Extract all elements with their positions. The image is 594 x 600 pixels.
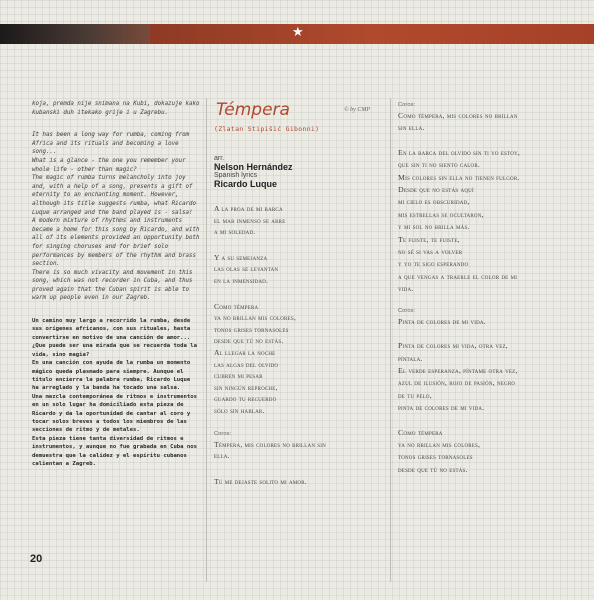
lyrics-column-2 — [398, 98, 574, 488]
lyric-line: Mis colores sin ella no tienen fulgor. — [398, 172, 520, 182]
croatian-intro-text: kojа, premda nije snimana na Kubi, dokazuje kako kubanski duh itekako grije i u Zagrebu. — [32, 101, 200, 116]
lyric-line: Al llegar la noche — [214, 347, 276, 357]
lyrics-verse — [398, 147, 574, 296]
lyrics-verse — [214, 203, 386, 238]
banner-dark-segment — [0, 24, 150, 44]
song-credits — [214, 155, 386, 189]
arranger-name: Nelson Hernández — [214, 162, 293, 172]
lyric-line: y mi sol no brilla más. — [398, 222, 470, 232]
english-paragraph: There is so much vivacity and movement in this song, which was not recorder in Cuba, and thus proved again that the Cuban spirit is able to warm up people even in our Zagreb. — [32, 269, 193, 302]
english-paragraph: What is a glance - the one you remember your whole life - other than magic? — [32, 157, 186, 173]
lyric-line: Como témpera — [398, 427, 443, 437]
lyric-line: vida. — [398, 284, 414, 294]
lyric-line: Tú me dejaste solito mi amor. — [214, 476, 307, 486]
coros-label: Coros: — [398, 102, 416, 108]
lyric-line: sin ella. — [398, 123, 425, 133]
lyric-line: En la barca del olvido sin ti yo estoy, — [398, 147, 521, 157]
copyright-note: © by CMP — [344, 107, 370, 113]
lyric-line: azul de ilusión, rojo de pasión, negro — [398, 378, 516, 388]
lyric-line: las algas del olvido — [214, 359, 279, 369]
column-divider — [206, 98, 207, 582]
lyric-line: Témpera, mis colores no brillan sin — [214, 439, 326, 449]
lyric-line: tonos grises tornasoles — [214, 324, 289, 334]
lyric-line: ella. — [214, 451, 230, 461]
lyric-line: Pinta de colores de mi vida. — [398, 316, 486, 326]
banner-red-segment — [150, 24, 594, 44]
spanish-paragraph: Esta pieza tiene tanta diversidad de ritmos e instrumentos, y aunque no fue grabada en Cuba nos demuestra que la calidez y el espíritu cubanos calientan a Zagreb. — [32, 435, 198, 467]
lyrics-verse — [398, 427, 574, 477]
arr-label: arr. — [214, 155, 225, 162]
lyric-line: cubren mi pesar — [214, 371, 263, 381]
lyric-line: guardo tu recuerdo — [214, 394, 277, 404]
lyric-line: El verde esperanza, píntame otra vez, — [398, 365, 518, 375]
lyric-line: no sé si vas a volver — [398, 247, 463, 257]
chorus-verse — [398, 316, 574, 328]
liner-notes-column — [32, 100, 200, 468]
lyrics-verse — [398, 340, 574, 414]
lyric-line: a mi soledad. — [214, 227, 256, 237]
lyricist-name: Ricardo Luque — [214, 179, 278, 189]
english-notes — [32, 131, 200, 303]
lyric-line: Como témpera — [214, 301, 259, 311]
lyric-line: sin ningún reproche, — [214, 382, 278, 392]
lyric-line: que sin ti no siento calor. — [398, 160, 481, 170]
lyric-line: pinta de colores de mi vida. — [398, 403, 485, 413]
lyric-line: en la inmensidad. — [214, 275, 269, 285]
lyric-line: A la proa de mi barca — [214, 204, 283, 213]
lyrics-column-1 — [214, 100, 386, 501]
song-header — [214, 100, 386, 122]
song-title: Témpera — [216, 100, 290, 120]
english-paragraph: It has been a long way for rumba, coming from Africa and its rituals and becoming a love song... — [32, 132, 190, 156]
spanish-notes — [32, 317, 200, 468]
lyric-line: Te fuiste, te fuiste, — [398, 234, 460, 244]
chorus-verse — [214, 439, 386, 462]
lyric-line: de tu pelo, — [398, 390, 432, 400]
spanish-paragraph: En una canción con ayuda de la rumba un momento mágico queda plasmado para siempre. Aunque el título encierra la palabra rumba, Ricardo Luque ha arreglado y la banda ha tocado una salsa. — [32, 360, 191, 392]
lyric-line: ya no brillan mis colores, — [398, 439, 481, 449]
lyrics-verse — [214, 476, 386, 488]
spanish-paragraph: Una mezcla contemporánea de ritmos e instrumentos en un solo lugar ha domiciliado esta pieza de Ricardo y da la oportunidad de cantar al coro y tocar solos breves a todos los miembros de las secciones de ritmo y de metales. — [32, 393, 198, 434]
lyric-line: píntala. — [398, 353, 423, 363]
spanish-paragraph: ¿Que puede ser una mirada que se recuerda toda la vida, sino magia? — [32, 343, 198, 358]
coros-label: Coros: — [214, 430, 232, 437]
chorus-verse — [398, 110, 574, 135]
lyric-line: Pinta de colores mi vida, otra vez, — [398, 341, 508, 351]
lyric-line: a que vengas a traerle el color de mi — [398, 271, 518, 281]
lyric-line: desde que tú no estás. — [398, 464, 468, 474]
english-paragraph: A modern mixture of rhythms and instruments became a home for this song by Ricardo, and with all of its elements provided an opportunity both for singing choruses and for brief solo performances by members of the rhythm and brass section. — [32, 218, 200, 268]
lyric-line: y yo te sigo esperando — [398, 259, 469, 269]
lyric-line: mi cielo es obscuridad, — [398, 197, 470, 207]
lyric-line: las olas se levantan — [214, 264, 279, 274]
lyrics-verse — [214, 301, 386, 417]
english-paragraph: The magic of rumba turns melancholy into joy and, with a help of a song, presents a gift of eternity to an enchanting moment. However, although its title suggests rumba, what Ricardo Luque arranged and the band played is - salsa! — [32, 175, 197, 216]
lyrics-verse — [214, 252, 386, 287]
lyric-line: tonos grises tornasoles — [398, 452, 473, 462]
lyric-line: mis estrellas se ocultaron, — [398, 209, 484, 219]
column-divider — [390, 98, 391, 582]
lyric-line: ya no brillan mis colores, — [214, 313, 296, 323]
lyric-line: Y a su semejanza — [214, 252, 268, 262]
lyric-line: Como témpera, mis colores no brillan — [398, 111, 518, 120]
lyric-line: sólo sin hablar. — [214, 405, 265, 415]
spanish-paragraph: Un camino muy largo a recorrido la rumba, desde sus orígenes africanos, con sus rituales, hasta convertirse en motivo de una canción de amor... — [32, 318, 191, 341]
lyric-line: el mar inmenso se abre — [214, 215, 286, 225]
top-banner — [0, 24, 594, 44]
composer-credit: (Zlatan Stipišić Gibonni) — [214, 125, 320, 133]
star-icon: ★ — [292, 25, 304, 40]
page-number: 20 — [30, 553, 43, 565]
lyric-line: Desde que no estás aquí — [398, 185, 474, 195]
lyrics-label: Spanish lyrics — [214, 172, 258, 179]
coros-label: Coros: — [398, 307, 416, 314]
lyric-line: desde que tú no estás. — [214, 336, 284, 346]
